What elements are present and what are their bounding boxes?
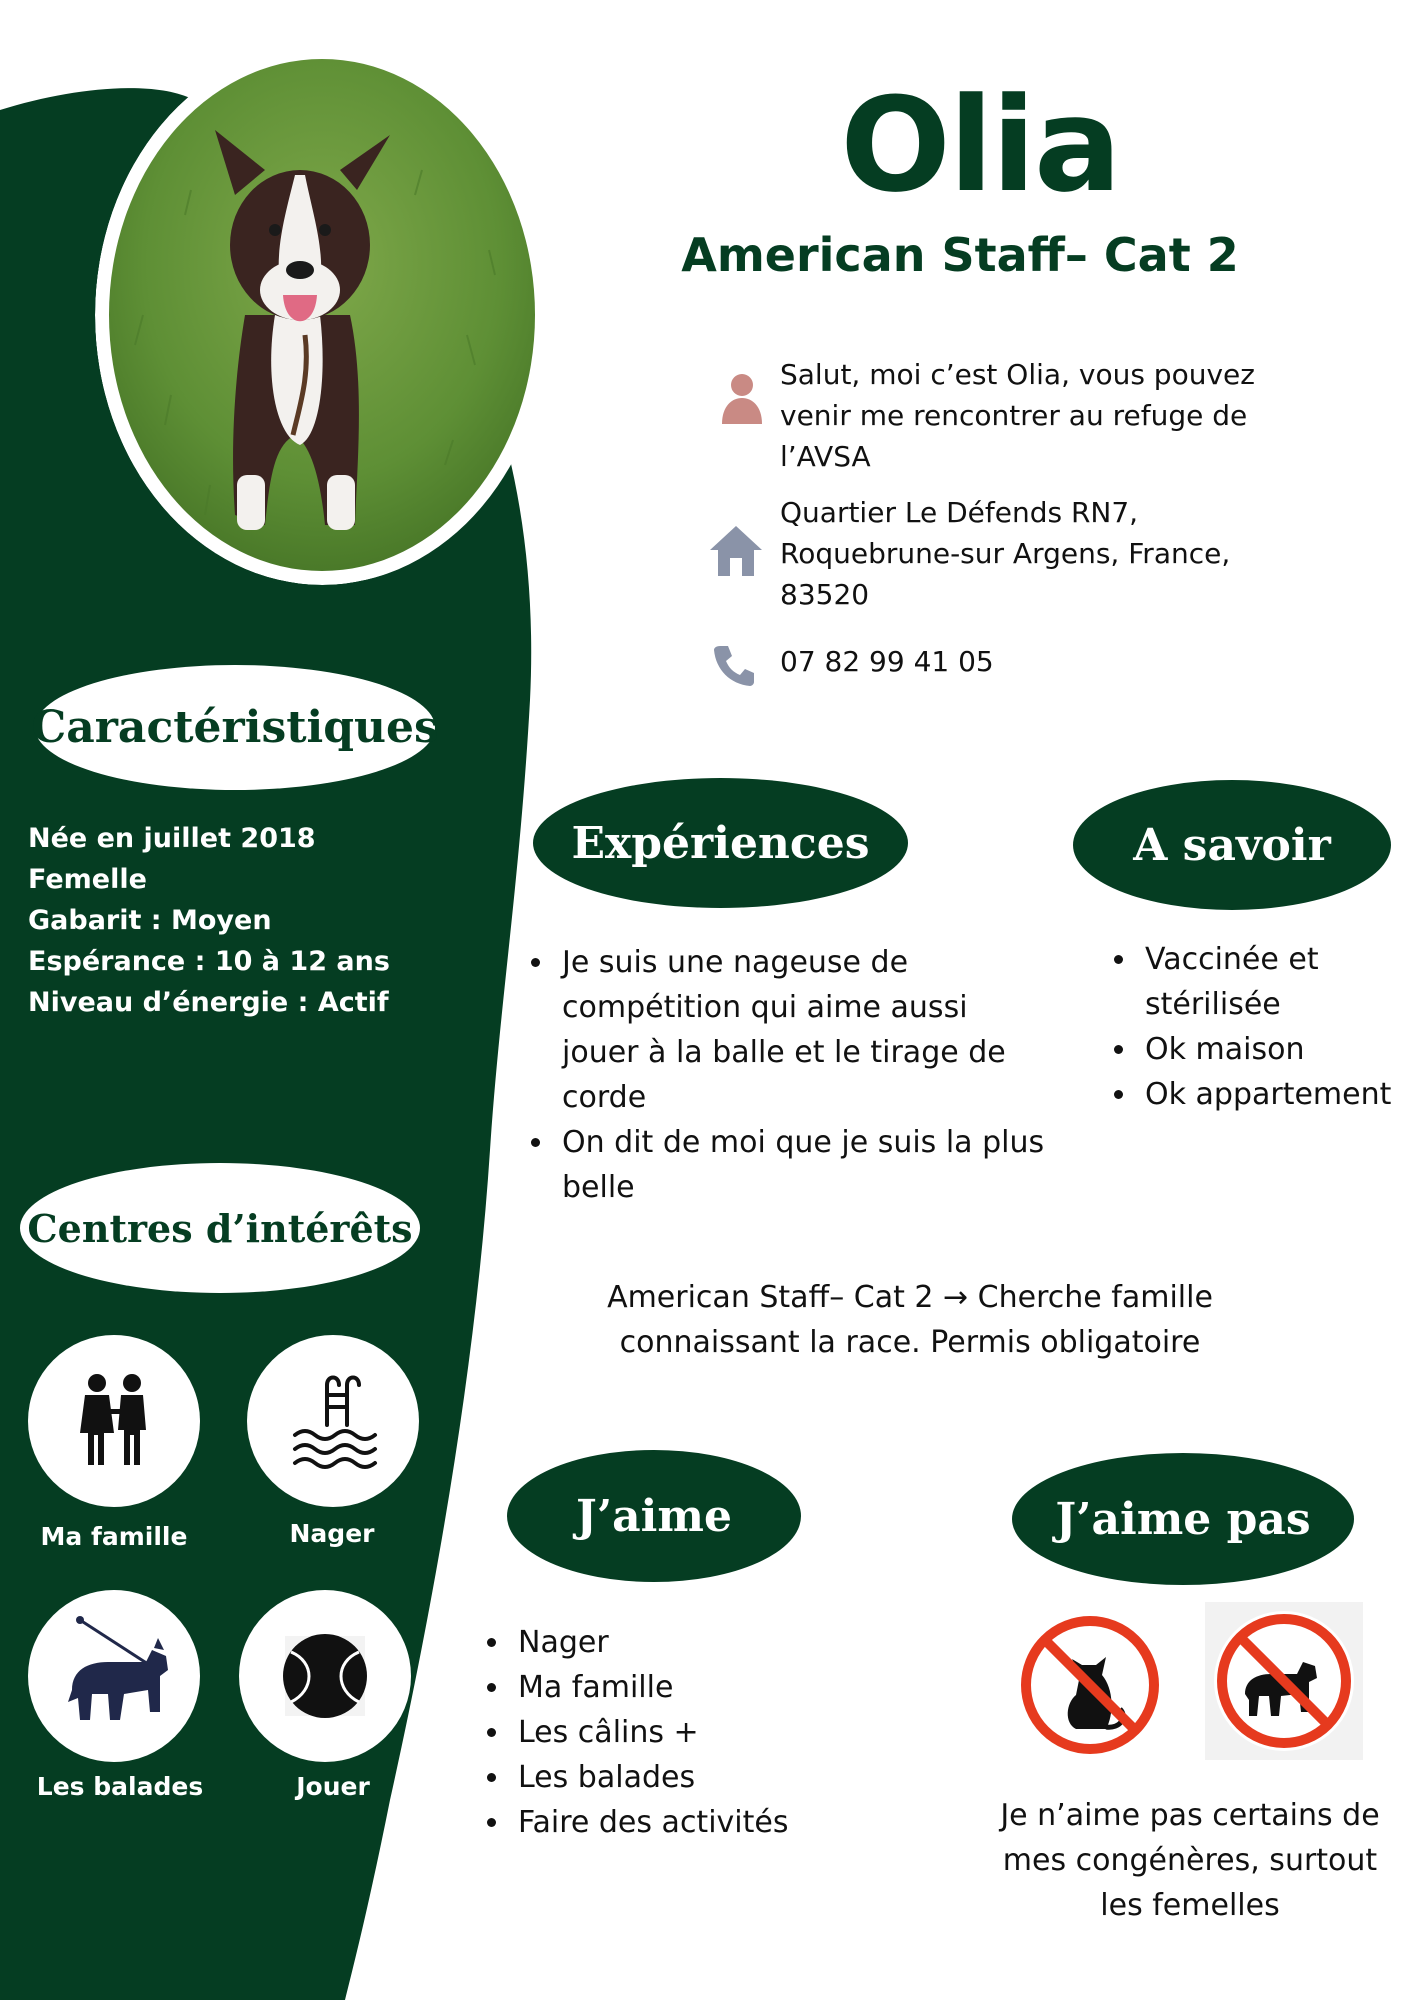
characteristics-list [28,818,508,1023]
pet-name: Olia [840,69,1120,221]
characteristic-item: Espérance : 10 à 12 ans [28,946,390,977]
list-item: • Ma famille [512,1665,932,1710]
characteristics-title: Caractéristiques [35,665,435,790]
swimming-pool-icon [247,1335,419,1507]
list-item: • Les câlins + [512,1710,932,1755]
list-item: • On dit de moi que je suis la plus belle [556,1120,1046,1210]
no-dogs-icon [1205,1602,1363,1760]
ball-icon [239,1590,411,1762]
list-item: • Je suis une nageuse de compétition qui aime aussi jouer à la balle et le tirage de corde [556,940,1046,1120]
list-item: • Vaccinée et stérilisée [1139,937,1414,1027]
likes-list [478,1620,932,1845]
interest-label: Ma famille [40,1522,188,1551]
characteristic-item: Née en juillet 2018 [28,823,316,854]
characteristic-item: Gabarit : Moyen [28,905,272,936]
characteristic-item: Femelle [28,864,147,895]
person-icon [712,368,772,428]
experiences-list [522,940,1046,1210]
experiences-title: Expériences [533,778,908,908]
characteristic-item: Niveau d’énergie : Actif [28,987,389,1018]
dog-walk-icon [28,1590,200,1762]
family-icon [28,1335,200,1507]
list-item: • Ok appartement [1139,1072,1414,1117]
interest-label: Jouer [296,1772,370,1801]
intro-text: Salut, moi c’est Olia, vous pouvez venir me rencontrer au refuge de l’AVSA [780,358,1255,473]
interests-title: Centres d’intérêts [20,1163,420,1293]
to-know-title: A savoir [1073,780,1391,910]
dislikes-note: Je n’aime pas certains de mes congénères, surtout les femelles [1000,1798,1380,1923]
list-item: • Nager [512,1620,932,1665]
to-know-list [1105,937,1414,1117]
list-item: • Les balades [512,1755,932,1800]
likes-title: J’aime [507,1450,801,1582]
list-item: • Ok maison [1139,1027,1414,1072]
breed-note: American Staff– Cat 2 → Cherche famille connaissant la race. Permis obligatoire [607,1280,1213,1360]
house-icon [706,520,766,580]
no-cats-icon [1010,1605,1170,1765]
pet-breed: American Staff– Cat 2 [681,228,1239,282]
phone-icon [712,642,758,688]
dog-photo [95,45,550,585]
address-text: Quartier Le Défends RN7, Roquebrune-sur Argens, France, 83520 [780,496,1231,611]
dislikes-title: J’aime pas [1012,1453,1354,1585]
list-item: • Faire des activités [512,1800,932,1845]
interest-label: Les balades [36,1772,204,1801]
phone-number: 07 82 99 41 05 [780,645,994,678]
interest-label: Nager [289,1519,375,1548]
